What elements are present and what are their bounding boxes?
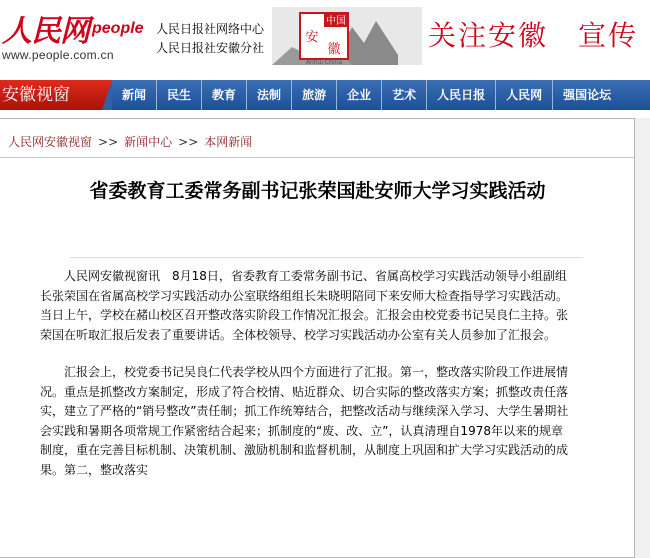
article-container	[0, 118, 635, 558]
breadcrumb-divider	[0, 157, 634, 158]
nav-items	[112, 80, 621, 110]
logo-url: www.people.com.cn	[2, 48, 114, 62]
org-line-anhui-branch: 人民日报社安徽分社	[156, 41, 265, 55]
article-title: 省委教育工委常务副书记张荣国赴安师大学习实践活动	[89, 180, 546, 202]
org-info	[156, 20, 264, 58]
banner-slogan	[428, 14, 638, 54]
nav-item-news[interactable]: 新闻	[112, 80, 157, 110]
article-body	[40, 267, 570, 498]
nav-item-people-net[interactable]: 人民网	[496, 80, 553, 110]
banner-text-2: 宣传	[578, 19, 639, 52]
breadcrumb	[8, 133, 252, 150]
nav-item-business[interactable]: 企业	[337, 80, 382, 110]
breadcrumb-news-center[interactable]: 新闻中心	[124, 135, 173, 149]
breadcrumb-separator: >>	[178, 135, 199, 149]
article-paragraph: 汇报会上，校党委书记吴良仁代表学校从四个方面进行了汇报。第一，整改落实阶段工作进展情况。重点是抓整改方案制定，形成了符合校情、贴近群众、切合实际的整改落实方案；抓整改责任落实，建立了严格的“销号整改”责任制；抓工作统筹结合，把整改活动与继续深入学习、大学生暑期社会实践和暑期各项常规工作紧密结合起来；抓制度的“废、改、立”，认真清理自1978年以来的规章制度，重在完善目标机制、决策机制、激励机制和监督机制，从制度上巩固和扩大学习实践活动的成果。第二，整改落实	[40, 365, 569, 477]
banner-text: 关注安徽	[428, 19, 549, 52]
nav-item-peoples-daily[interactable]: 人民日报	[427, 80, 496, 110]
nav-item-art[interactable]: 艺术	[382, 80, 427, 110]
anhui-china-badge	[272, 7, 422, 65]
org-line-network-center: 人民日报社网络中心	[156, 22, 265, 36]
people-logo[interactable]	[0, 4, 150, 66]
site-header	[0, 0, 650, 80]
badge-an-text: 安	[305, 30, 319, 45]
nav-home-anhui[interactable]: 安徽视窗	[0, 80, 112, 110]
breadcrumb-anhui-window[interactable]: 人民网安徽视窗	[8, 135, 93, 149]
nav-item-education[interactable]: 教育	[202, 80, 247, 110]
logo-people-wordmark: people	[92, 20, 144, 37]
badge-english-text: Anhui China	[305, 59, 343, 65]
badge-hui-text: 徽	[327, 42, 341, 57]
badge-china-text: 中国	[326, 16, 346, 27]
nav-item-travel[interactable]: 旅游	[292, 80, 337, 110]
nav-item-law[interactable]: 法制	[247, 80, 292, 110]
breadcrumb-site-news[interactable]: 本网新闻	[204, 135, 253, 149]
nav-item-forum[interactable]: 强国论坛	[563, 88, 612, 102]
article-paragraph: 人民网安徽视窗讯 8月18日，省委教育工委常务副书记、省属高校学习实践活动领导小组副组长张荣国在省属高校学习实践活动办公室联络组组长朱晓明陪同下来安师大检查指导学习实践活动。当日上午，学校在赭山校区召开整改落实阶段工作情况汇报会。汇报会由校党委书记吴良仁主持。张荣国在听取汇报后发表了重要讲话。全体校领导、校学习实践活动办公室有关人员参加了汇报会。	[40, 269, 569, 342]
logo-chinese: 人民网	[2, 14, 89, 49]
main-nav	[0, 80, 650, 110]
nav-item-livelihood[interactable]: 民生	[157, 80, 202, 110]
title-divider	[70, 257, 583, 258]
page-scroll-gutter	[635, 118, 650, 558]
breadcrumb-separator: >>	[98, 135, 119, 149]
